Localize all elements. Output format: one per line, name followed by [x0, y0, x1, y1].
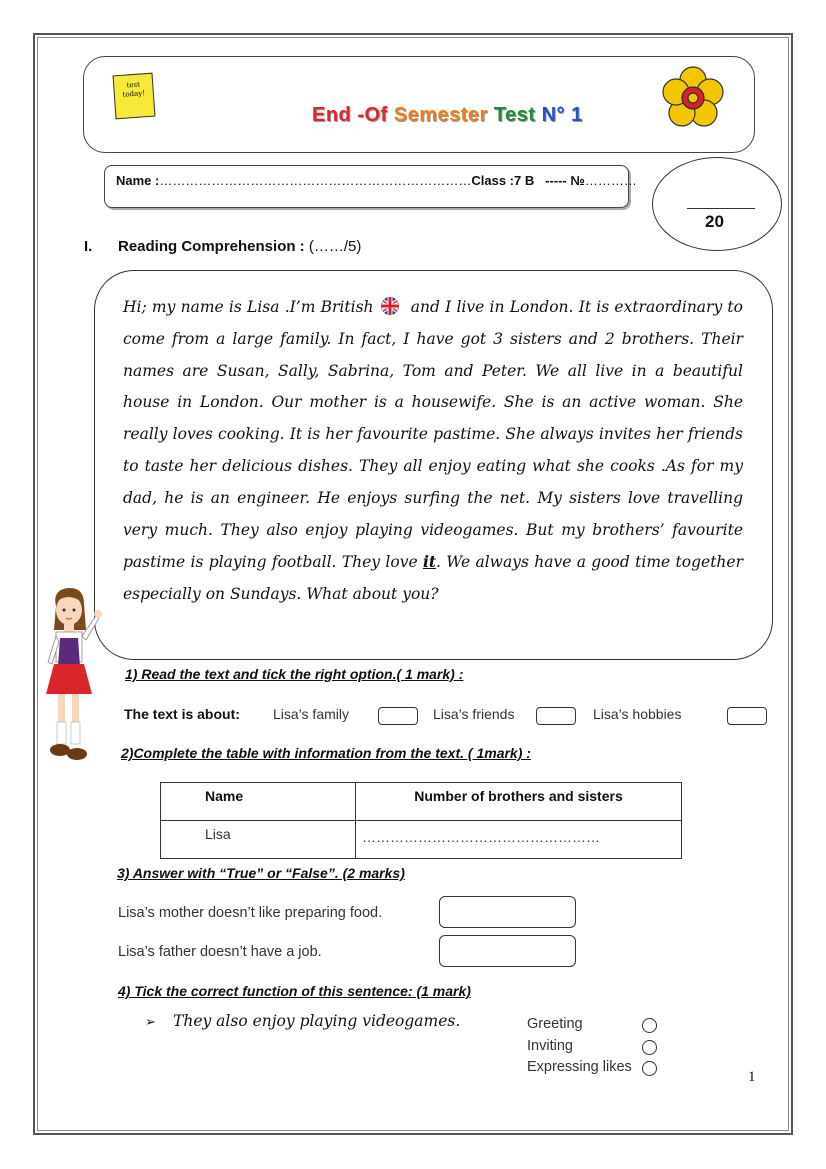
radio-expressing-likes[interactable]: [642, 1061, 657, 1076]
statement-2: Lisa’s father doesn’t have a job.: [118, 944, 322, 960]
reading-part-3: . We always have a good time together especially on Sundays. What about you?: [123, 553, 743, 604]
name-field[interactable]: ………………………………………………………………: [159, 173, 472, 188]
arrow-bullet-icon: ➢: [145, 1014, 156, 1029]
girl-illustration: [42, 582, 104, 772]
table-header-siblings: Number of brothers and sisters: [356, 783, 682, 821]
option-friends: Lisa’s friends: [433, 706, 515, 722]
function-expressing-likes: Expressing likes: [527, 1059, 632, 1075]
question-4-title: 4) Tick the correct function of this sentence: (1 mark): [118, 983, 471, 999]
section-number: I.: [84, 238, 93, 255]
section-points: (……/5): [308, 238, 362, 255]
statement-1: Lisa’s mother doesn’t like preparing food.: [118, 905, 383, 921]
tick-box-family[interactable]: [378, 707, 418, 725]
score-line[interactable]: [687, 208, 755, 209]
table-row: [161, 821, 682, 859]
table-header-row: [161, 783, 682, 821]
section-title: [84, 238, 361, 255]
flower-icon: [660, 65, 726, 131]
score-total: 20: [705, 212, 724, 231]
function-inviting: Inviting: [527, 1038, 573, 1054]
radio-inviting[interactable]: [642, 1040, 657, 1055]
uk-flag-icon: [378, 297, 402, 315]
info-table: [160, 782, 682, 859]
table-cell-answer[interactable]: ……………………………………………: [356, 821, 682, 859]
question-2-title: 2)Complete the table with information from the text. ( 1mark) :: [121, 745, 531, 761]
score-oval: [652, 157, 782, 251]
reading-part-1: Hi; my name is Lisa .I’m British: [123, 298, 374, 316]
section-heading: Reading Comprehension :: [118, 238, 305, 255]
reading-text: [123, 292, 743, 611]
question-3-title: 3) Answer with “True” or “False”. (2 marks): [117, 865, 405, 881]
page-title: [312, 104, 583, 127]
tick-box-hobbies[interactable]: [727, 707, 767, 725]
function-greeting: Greeting: [527, 1016, 583, 1032]
title-part-1: End -Of: [312, 104, 388, 126]
reading-emphasis: it: [422, 552, 437, 572]
name-label: Name :: [116, 173, 160, 188]
sticky-line-1: test: [126, 80, 141, 90]
answer-box-1[interactable]: [439, 896, 576, 928]
question-1-title: 1) Read the text and tick the right option.( 1 mark) :: [125, 666, 464, 682]
table-header-name: Name: [161, 783, 356, 821]
question-4-sentence: They also enjoy playing videogames.: [173, 1012, 461, 1030]
sticky-note-icon: [113, 73, 156, 120]
answer-box-2[interactable]: [439, 935, 576, 967]
title-part-2: Semester: [393, 104, 488, 126]
radio-greeting[interactable]: [642, 1018, 657, 1033]
page-number: 1: [748, 1069, 756, 1085]
question-1-lead: The text is about:: [124, 706, 240, 722]
number-label: ----- №: [545, 173, 585, 188]
option-family: Lisa’s family: [273, 706, 349, 722]
number-field[interactable]: …………: [584, 173, 637, 188]
class-label: Class :7 B: [471, 173, 535, 188]
sticky-line-2: today!: [122, 89, 146, 99]
option-hobbies: Lisa’s hobbies: [593, 706, 682, 722]
title-part-3: Test: [493, 104, 536, 126]
reading-part-2: and I live in London. It is extraordinary to come from a large family. In fact, I have got 3 sisters and 2 brothers. Their names are Susan, Sally, Sabrina, Tom and Peter. We all live in a beautiful house in London. Our mother is a housewife. She is an active woman. She really loves cooking. It is her favourite pastime. She always invites her friends to taste her delicious dishes. They all enjoy eating what she cooks .As for my dad, he is an engineer. He enjoys surfing the net. My sisters love travelling very much. They also enjoy playing videogames. But my brothers’ favourite pastime is playing football. They love: [123, 298, 743, 572]
table-cell-name: Lisa: [161, 821, 356, 859]
title-part-4: N° 1: [541, 104, 583, 126]
student-info-line: [116, 173, 637, 188]
tick-box-friends[interactable]: [536, 707, 576, 725]
